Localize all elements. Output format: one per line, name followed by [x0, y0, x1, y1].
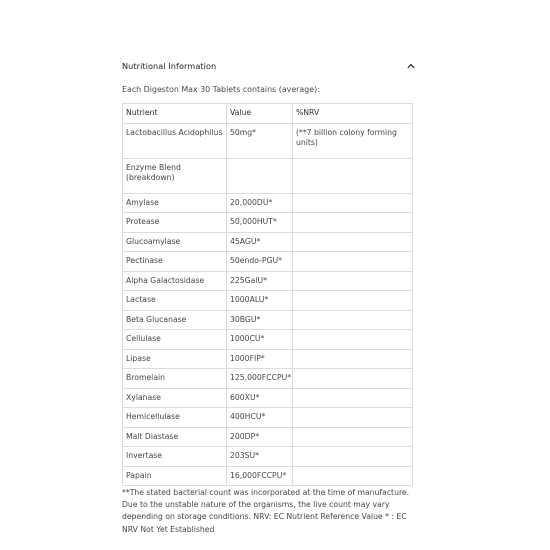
- cell-nutrient: Cellulase: [123, 330, 227, 350]
- table-row: [123, 447, 413, 467]
- table-row: [123, 252, 413, 272]
- cell-nrv: [293, 388, 413, 408]
- column-header: %NRV: [293, 104, 413, 124]
- cell-value: [227, 158, 293, 193]
- cell-nutrient: Lactase: [123, 291, 227, 311]
- cell-nutrient: Hemicellulase: [123, 408, 227, 428]
- table-row: [123, 330, 413, 350]
- column-header: Nutrient: [123, 104, 227, 124]
- table-row: [123, 213, 413, 233]
- cell-nrv: [293, 466, 413, 486]
- cell-nrv: [293, 447, 413, 467]
- table-row: [123, 466, 413, 486]
- table-row: [123, 310, 413, 330]
- table-row: [123, 291, 413, 311]
- table-row: [123, 408, 413, 428]
- cell-nrv: [293, 232, 413, 252]
- cell-nutrient: Beta Glucanase: [123, 310, 227, 330]
- footnote: **The stated bacterial count was incorporated at the time of manufacture. Due to the unstable nature of the organisms, the live count may vary depending on storage conditions. NRV: EC Nutrient Reference Value * : EC NRV Not Yet Established: [122, 488, 410, 534]
- table-row: [123, 123, 413, 158]
- table-row: [123, 232, 413, 252]
- cell-value: 125,000FCCPU*: [227, 369, 293, 389]
- cell-value: 30BGU*: [227, 310, 293, 330]
- cell-value: 45AGU*: [227, 232, 293, 252]
- nutritional-information-panel: [122, 52, 416, 536]
- table-row: [123, 271, 413, 291]
- chevron-up-icon[interactable]: [406, 61, 416, 71]
- cell-value: 1000FIP*: [227, 349, 293, 369]
- accordion-title: Nutritional Information: [122, 61, 217, 71]
- cell-nutrient: Pectinase: [123, 252, 227, 272]
- cell-value: 50,000HUT*: [227, 213, 293, 233]
- table-row: [123, 427, 413, 447]
- cell-nrv: (**7 billion colony forming units): [293, 123, 413, 158]
- nutrition-table: [122, 103, 413, 486]
- cell-nutrient: Papain: [123, 466, 227, 486]
- table-row: [123, 388, 413, 408]
- accordion-header[interactable]: [122, 52, 416, 80]
- cell-value: 225GalU*: [227, 271, 293, 291]
- cell-nutrient: Glucoamylase: [123, 232, 227, 252]
- cell-value: 16,000FCCPU*: [227, 466, 293, 486]
- cell-value: 1000CU*: [227, 330, 293, 350]
- cell-nrv: [293, 330, 413, 350]
- cell-value: 1000ALU*: [227, 291, 293, 311]
- table-row: [123, 349, 413, 369]
- cell-nutrient: Malt Diastase: [123, 427, 227, 447]
- cell-nrv: [293, 158, 413, 193]
- table-header-row: [123, 104, 413, 124]
- cell-nutrient: Alpha Galactosidase: [123, 271, 227, 291]
- cell-nrv: [293, 252, 413, 272]
- cell-nutrient: Lipase: [123, 349, 227, 369]
- cell-nrv: [293, 213, 413, 233]
- column-header: Value: [227, 104, 293, 124]
- cell-value: 203SU*: [227, 447, 293, 467]
- cell-value: 20,000DU*: [227, 193, 293, 213]
- cell-nutrient: Xylanase: [123, 388, 227, 408]
- table-row: [123, 158, 413, 193]
- cell-nrv: [293, 408, 413, 428]
- cell-nutrient: Invertase: [123, 447, 227, 467]
- cell-nrv: [293, 291, 413, 311]
- cell-nrv: [293, 369, 413, 389]
- cell-value: 400HCU*: [227, 408, 293, 428]
- cell-nrv: [293, 427, 413, 447]
- cell-nutrient: Amylase: [123, 193, 227, 213]
- table-row: [123, 193, 413, 213]
- intro-text: Each Digeston Max 30 Tablets contains (average):: [122, 85, 320, 94]
- cell-nrv: [293, 310, 413, 330]
- cell-value: 200DP*: [227, 427, 293, 447]
- cell-nutrient: Protease: [123, 213, 227, 233]
- cell-nrv: [293, 271, 413, 291]
- cell-value: 50endo-PGU*: [227, 252, 293, 272]
- table-row: [123, 369, 413, 389]
- cell-nrv: [293, 349, 413, 369]
- cell-value: 50mg*: [227, 123, 293, 158]
- cell-value: 600XU*: [227, 388, 293, 408]
- cell-nutrient: Enzyme Blend (breakdown): [123, 158, 227, 193]
- cell-nutrient: Bromelain: [123, 369, 227, 389]
- cell-nutrient: Lactobacillus Acidophilus: [123, 123, 227, 158]
- cell-nrv: [293, 193, 413, 213]
